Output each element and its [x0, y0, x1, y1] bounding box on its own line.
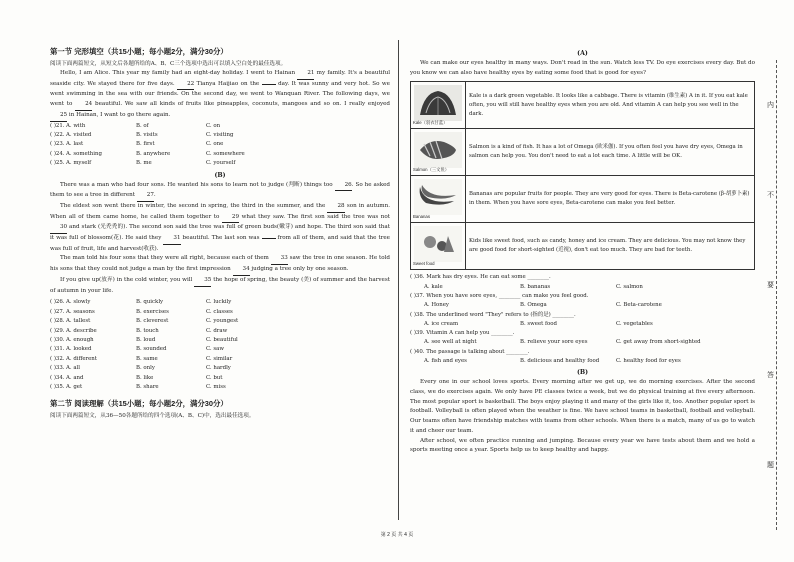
salmon-label: Salmon（三文鱼）	[413, 167, 450, 173]
option-b[interactable]: B. first	[136, 141, 155, 148]
page-footer: 第 2 页 共 4 页	[380, 532, 414, 538]
left.options_a-row	[50, 140, 390, 149]
question-options	[410, 283, 755, 292]
column-divider	[398, 40, 399, 520]
blank-21[interactable]: 21	[297, 69, 314, 80]
option-c[interactable]: C. youngest	[206, 318, 239, 325]
option-a[interactable]: A. Honey	[424, 302, 449, 309]
option-c[interactable]: C. beautiful	[206, 336, 238, 343]
kale-text: Kale is a dark green vegetable. It looks like a cabbage. There is vitamin (维生素) A in it. If you eat kale often, you will still have healthy eyes when you are old. And vitamin A can help you see well in the dark.	[466, 82, 755, 129]
question-stem: ( )38. The underlined word "They" refers to (指的是) ________.	[410, 311, 576, 318]
option-c[interactable]: C. salmon	[616, 283, 643, 290]
option-b[interactable]: B. me	[136, 160, 152, 167]
blank-28[interactable]: 28	[327, 202, 344, 213]
option-c[interactable]: C. saw	[206, 346, 224, 353]
binding-char: 答	[767, 371, 774, 379]
option-c[interactable]: C. miss	[206, 383, 226, 390]
option-b[interactable]: B. anywhere	[136, 150, 171, 157]
reading-b-p1: Every one in our school loves sports. Every morning after we get up, we do morning exercises. After the second class, we do exercises again. We only have PE classes twice a week, but we do physical training at five every afternoon. The most popular sport is basketball. The boys enjoy playing it and many of the girls like it, too. Another popular sport is football. Volleyball is often played when the weather is fine. We have school teams in basketball, football and volleyball. Our teams often have friendship matches with teams from other schools. When there is a match, many of us go to watch it and cheer our team.	[410, 379, 755, 434]
option-b[interactable]: B. Omega	[520, 302, 547, 309]
food-row-bananas	[411, 176, 755, 223]
kale-icon	[414, 85, 462, 121]
blank-29[interactable]: 29	[222, 213, 239, 224]
binding-margin	[762, 60, 786, 530]
question-number: ( )26.	[50, 299, 65, 306]
option-a[interactable]: A. get	[66, 383, 83, 390]
bananas-text: Bananas are popular fruits for people. They are very good for eyes. There is Beta-carotene (β-胡萝卜素) in them. When you have sore eyes, Beta-carotene can make you feel better.	[466, 176, 755, 223]
option-a[interactable]: A. all	[66, 365, 80, 372]
option-a[interactable]: A. fish and eyes	[424, 358, 467, 365]
section-1-title: 第一节 完形填空（共15小题；每小题2分，满分30分）	[50, 47, 228, 56]
question-stem: ( )40. The passage is talking about ________.	[410, 348, 530, 355]
food-row-kale	[411, 82, 755, 129]
blank-30[interactable]: 30	[50, 223, 67, 234]
kale-image	[411, 82, 466, 129]
option-c[interactable]: C. classes	[206, 308, 233, 315]
option-b[interactable]: B. relieve your sore eyes	[520, 339, 588, 346]
question-number: ( )27.	[50, 308, 65, 315]
left.options_a-row	[50, 159, 390, 168]
passage-b-title: (B)	[214, 171, 226, 179]
reading-a-intro: We can make our eyes healthy in many ways. Don't read in the sun. Watch less TV. Do eye exercises every day. But do you know we can also have healthy eyes by eating some food that is good for eyes?	[410, 60, 755, 76]
food-table	[410, 81, 755, 270]
food-row-salmon	[411, 129, 755, 176]
binding-dashed-line	[776, 60, 777, 530]
option-c[interactable]: C. vegetables	[616, 320, 653, 327]
option-c[interactable]: C. draw	[206, 327, 228, 334]
option-a[interactable]: A. kale	[424, 283, 443, 290]
option-b[interactable]: B. only	[136, 365, 155, 372]
option-b[interactable]: B. exercises	[136, 308, 169, 315]
blank-32[interactable]	[262, 238, 276, 239]
option-b[interactable]: B. sounded	[136, 346, 167, 353]
option-b[interactable]: B. sweet food	[520, 320, 557, 327]
reading-a-title: (A)	[577, 50, 588, 57]
question-options	[410, 338, 755, 347]
left.options_b-row	[50, 308, 390, 317]
option-c[interactable]: C. on	[206, 122, 221, 129]
kale-label: Kale（羽衣甘蓝）	[413, 120, 448, 126]
question-number: ( )29.	[50, 327, 65, 334]
option-c[interactable]: C. one	[206, 141, 224, 148]
question-number: ( )25.	[50, 160, 65, 167]
option-a[interactable]: A. describe	[66, 327, 97, 334]
option-a[interactable]: A. seasons	[66, 308, 95, 315]
option-c[interactable]: C. somewhere	[206, 150, 245, 157]
option-a[interactable]: A. and	[66, 374, 84, 381]
blank-23[interactable]	[262, 84, 276, 85]
blank-34[interactable]: 34	[233, 265, 250, 276]
blank-33[interactable]: 33	[271, 254, 288, 265]
passage-b-p4: If you give up(放弃) in the cold winter, you will 35 the hope of spring, the beauty (美) of summer and the harvest of autumn in your life.	[50, 276, 390, 294]
sweet-food-label: Sweet food	[413, 261, 435, 267]
passage-b-p1: There was a man who had four sons. He wanted his sons to learn not to judge (判断) things too 26. So he asked them to see a tree in different 27.	[50, 181, 390, 202]
reading-b-p2: After school, we often practice running and jumping. Because every year we have tests about them and we hold a sports meeting once a year. Sports help us to keep healthy and happy.	[410, 437, 755, 454]
question-number: ( )22.	[50, 131, 65, 138]
bananas-label: Bananas	[413, 214, 430, 220]
blank-26[interactable]: 26	[335, 181, 352, 192]
question-number: ( )32.	[50, 355, 65, 362]
section-1-instruction: 阅读下面两篇短文，从短文后各题所给的A、B、C三个选项中选出可以填入空白处的最佳选项。	[50, 61, 287, 67]
option-a[interactable]: A. something	[66, 150, 102, 157]
option-b[interactable]: B. loud	[136, 336, 156, 343]
option-b[interactable]: B. of	[136, 122, 149, 129]
option-a[interactable]: A. ice cream	[424, 320, 459, 327]
option-a[interactable]: A. with	[66, 122, 86, 129]
question-stem: ( )39. Vitamin A can help you ________.	[410, 330, 515, 337]
left.options_a-row	[50, 131, 390, 140]
option-c[interactable]: C. healthy food for eyes	[616, 358, 681, 365]
option-c[interactable]: C. but	[206, 374, 223, 381]
option-b[interactable]: B. visits	[136, 131, 158, 138]
question-number: ( )24.	[50, 150, 65, 157]
spacer	[410, 301, 424, 310]
option-b[interactable]: B. cleverest	[136, 318, 169, 325]
binding-char: 内	[767, 101, 774, 109]
section-2-instruction: 阅读下面两篇短文，从36—50各题所给的四个选项(A、B、C)中，选出最佳选项。	[50, 413, 255, 420]
question-stem: ( )36. Mark has dry eyes. He can eat some ________.	[410, 274, 551, 281]
sweet-food-text: Kids like sweet food, such as candy, honey and ice cream. They are delicious. You may not know they are good food for short-sighted (近视), don't eat too much. They are bad for teeth.	[466, 223, 755, 270]
option-c[interactable]: C. similar	[206, 355, 233, 362]
blank-24[interactable]: 24	[75, 100, 92, 111]
left.options_b-row	[50, 383, 390, 392]
question-stem: ( )37. When you have sore eyes, ________ can make you feel good.	[410, 293, 589, 299]
option-a[interactable]: A. see well at night	[424, 339, 477, 346]
option-c[interactable]: C. luckily	[206, 299, 232, 306]
question-number: ( )28.	[50, 318, 65, 325]
option-b[interactable]: B. like	[136, 374, 154, 381]
binding-char: 不	[767, 191, 774, 199]
blank-27[interactable]: 27	[137, 191, 154, 202]
passage-b-p3: The man told his four sons that they were all right, because each of them 33 saw the tree in one season. He told his sons that they could not judge a man by the first impression 34 judging a tree only by one season.	[50, 254, 390, 275]
option-a[interactable]: A. enough	[66, 336, 94, 343]
left.options_b-row	[50, 327, 390, 336]
left.options_b-row	[50, 345, 390, 354]
binding-char: 要	[767, 281, 774, 289]
spacer	[410, 357, 424, 366]
option-c[interactable]: C. get away from short-sighted	[616, 339, 701, 346]
option-a[interactable]: A. different	[66, 355, 97, 362]
question-number: ( )33.	[50, 365, 65, 372]
question-number: ( )34.	[50, 374, 65, 381]
option-b[interactable]: B. quickly	[136, 299, 164, 306]
option-a[interactable]: A. myself	[66, 160, 92, 167]
left.options_b-row	[50, 374, 390, 383]
left-column	[50, 42, 390, 421]
bananas-image	[411, 176, 466, 223]
option-a[interactable]: A. slowly	[66, 299, 91, 306]
option-c[interactable]: C. yourself	[206, 160, 236, 167]
passage-a-paragraph: Hello, I am Alice. This year my family had an eight-day holiday. I went to Hainan 21 my family. It's a beautiful seaside city. We stayed there for five days. 22 Tianya Haijiao on the day. It was sunny and very hot. So we went swimming in the sea with our friends. On the second day, we went to Wanquan River. The following days, we went to 24 beautiful. We saw all kinds of fruits like pineapples, coconuts, mangoes and so on. I really enjoyed 25 in Hainan, I want to go there again.	[50, 69, 390, 122]
question-number: ( )23.	[50, 141, 65, 148]
salmon-text: Salmon is a kind of fish. It has a lot of Omega (欧米伽). If you often feel you have dry eyes, Omega in salmon can help you. You don't need to eat a lot each time. A little will be OK.	[466, 129, 755, 176]
right-column	[410, 50, 755, 456]
question-number: ( )31.	[50, 346, 65, 353]
option-b[interactable]: B. touch	[136, 327, 159, 334]
question-options	[410, 320, 755, 329]
binding-char: 题	[767, 461, 774, 469]
option-c[interactable]: C. hardly	[206, 365, 231, 372]
option-b[interactable]: B. share	[136, 383, 159, 390]
option-a[interactable]: A. tallest	[66, 318, 91, 325]
option-c[interactable]: C. visiting	[206, 131, 234, 138]
blank-31[interactable]: 31	[163, 234, 180, 245]
options-a	[50, 122, 390, 169]
option-c[interactable]: C. Beta-carotene	[616, 302, 662, 309]
options-b	[50, 298, 390, 392]
question-options	[410, 301, 755, 310]
reading-b-title: (B)	[576, 369, 589, 377]
left.options_b-row	[50, 364, 390, 373]
section-2-title: 第二节 阅读理解（共15小题；每小题2分，满分30分）	[50, 399, 228, 409]
blank-25[interactable]: 25	[50, 111, 67, 122]
option-a[interactable]: A. visited	[66, 131, 92, 138]
option-a[interactable]: A. last	[66, 141, 84, 148]
question-options	[410, 357, 755, 366]
spacer	[410, 338, 424, 347]
question-number: ( )35.	[50, 383, 65, 390]
salmon-icon	[414, 132, 462, 168]
left.options_b-row	[50, 336, 390, 345]
questions-a	[410, 273, 755, 366]
salmon-image	[411, 129, 466, 176]
blank-22[interactable]: 22	[177, 80, 194, 91]
option-a[interactable]: A. looked	[66, 346, 92, 353]
passage-b-p2: The eldest son went there in winter, the second in spring, the third in the summer, and the 28 son in autumn. When all of them came home, he called them together to 29 what they saw. The first son said the tree was not 30 and stark (光秃秃的). The second son said the tree was full of green buds(嫩芽) and hope. The third son said that it was full of blossom(花). He said they 31 beautiful. The last son was from all of them, and said that the tree was full of fruit, life and harvest(收获).	[50, 202, 390, 252]
option-b[interactable]: B. bananas	[520, 283, 551, 290]
question-number: ( )30.	[50, 336, 65, 343]
left.options_b-row	[50, 355, 390, 364]
bananas-icon	[414, 179, 462, 215]
question-number: ( )21.	[50, 122, 65, 129]
left.options_a-row	[50, 150, 390, 159]
sweet-food-image	[411, 223, 466, 270]
option-b[interactable]: B. same	[136, 355, 158, 362]
option-b[interactable]: B. delicious and healthy food	[520, 358, 600, 365]
left.options_b-row	[50, 317, 390, 326]
food-row-sweet	[411, 223, 755, 270]
spacer	[410, 283, 424, 292]
spacer	[410, 320, 424, 329]
left.options_b-row	[50, 298, 390, 307]
sweet-food-icon	[414, 226, 462, 262]
left.options_a-row	[50, 122, 390, 131]
blank-35[interactable]: 35	[194, 276, 211, 287]
